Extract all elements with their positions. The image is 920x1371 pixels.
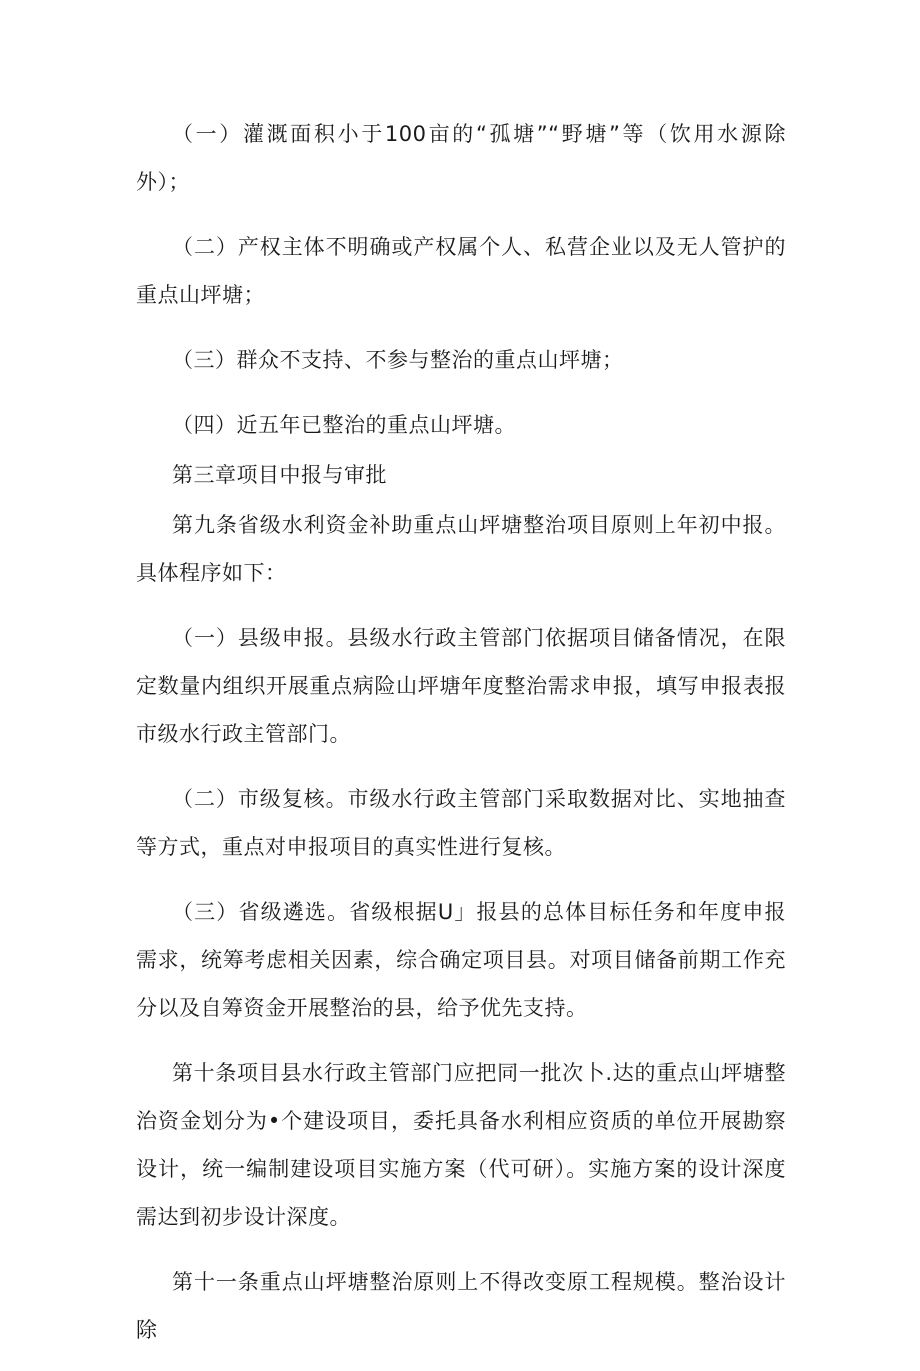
article-10: 第十条项目县水行政主管部门应把同一批次卜.达的重点山坪塘整治资金划分为•个建设项目，委托具备水利相应资质的单位开展勘察设计，统一编制建设项目实施方案（代可研）。实施方案的设计深度需达到初步设计深度。 bbox=[136, 1061, 786, 1229]
chapter-heading: 第三章项目中报与审批 bbox=[172, 463, 387, 487]
document-body bbox=[136, 110, 786, 1371]
paragraph-exclusion-4: （四）近五年已整治的重点山坪塘。 bbox=[172, 413, 516, 437]
article-9-step-2: （二）市级复核。市级水行政主管部门采取数据对比、实地抽查等方式，重点对申报项目的真实性进行复核。 bbox=[136, 787, 786, 859]
paragraph-exclusion-1: （一）灌溉面积小于100亩的“孤塘”“野塘”等（饮用水源除外）； bbox=[136, 122, 786, 194]
paragraph-exclusion-3: （三）群众不支持、不参与整治的重点山坪塘； bbox=[172, 348, 624, 372]
article-11: 第十一条重点山坪塘整治原则上不得改变原工程规模。整治设计除 bbox=[136, 1270, 786, 1342]
article-9: 第九条省级水利资金补助重点山坪塘整治项目原则上年初中报。具体程序如下： bbox=[136, 513, 786, 585]
paragraph-exclusion-2: （二）产权主体不明确或产权属个人、私营企业以及无人管护的重点山坪塘； bbox=[136, 235, 786, 307]
article-9-step-1: （一）县级申报。县级水行政主管部门依据项目储备情况，在限定数量内组织开展重点病险山坪塘年度整治需求申报，填写申报表报市级水行政主管部门。 bbox=[136, 626, 786, 746]
article-9-step-3: （三）省级遴选。省级根据U」报县的总体目标任务和年度申报需求，统筹考虑相关因素，综合确定项目县。对项目储备前期工作充分以及自筹资金开展整治的县，给予优先支持。 bbox=[136, 900, 786, 1020]
